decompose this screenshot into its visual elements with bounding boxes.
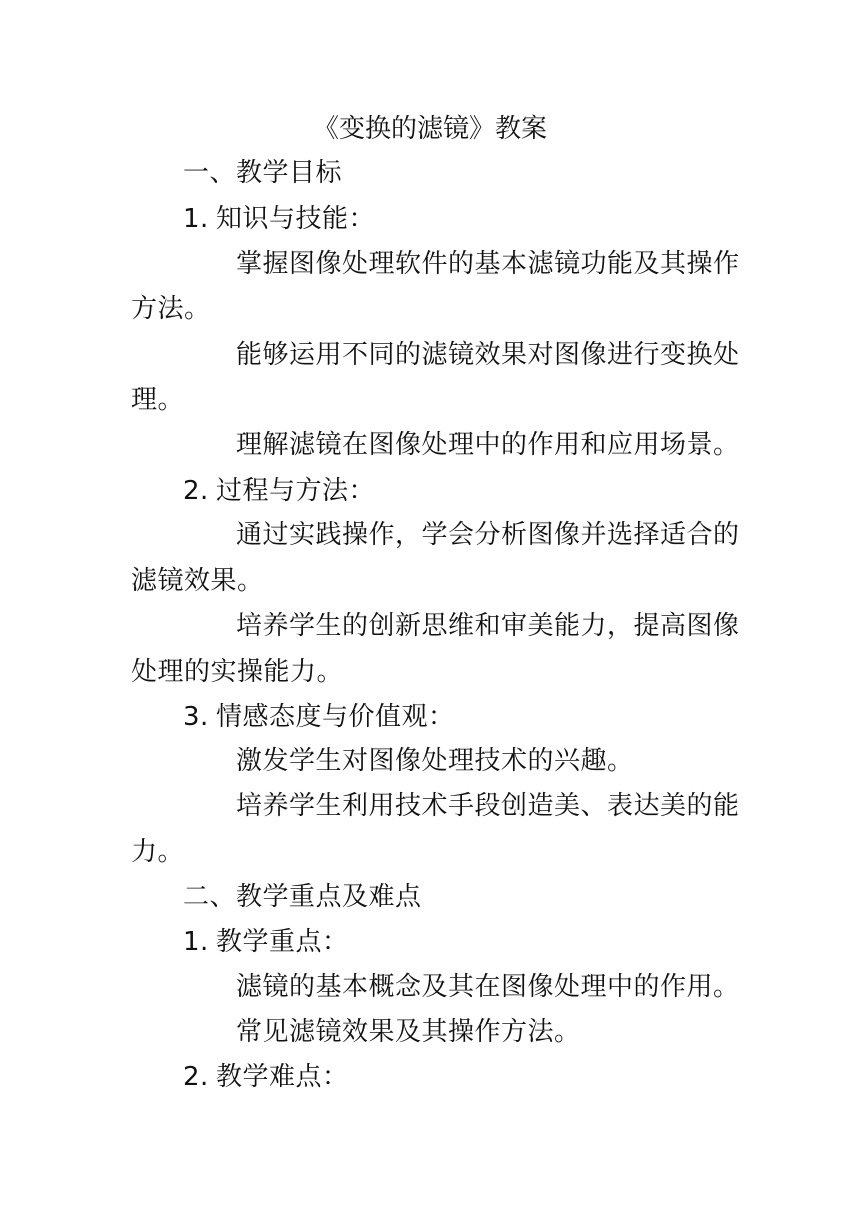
paragraph-line: 培养学生利用技术手段创造美、表达美的能: [236, 791, 740, 821]
paragraph-line: 理。: [131, 385, 185, 415]
paragraph-line: 方法。: [131, 294, 211, 324]
paragraph-line: 理解滤镜在图像处理中的作用和应用场景。: [236, 430, 740, 460]
paragraph-line: 掌握图像处理软件的基本滤镜功能及其操作: [236, 249, 740, 279]
item-process-methods: [183, 474, 375, 508]
item-number: 2.: [183, 476, 209, 506]
paragraph-line: 处理的实操能力。: [131, 657, 344, 687]
item-knowledge-skills: [183, 202, 375, 236]
item-label: 知识与技能：: [216, 204, 376, 234]
section-heading-key-points: 二、教学重点及难点: [183, 882, 422, 912]
item-number: 3.: [183, 702, 209, 732]
paragraph-line: 培养学生的创新思维和审美能力，提高图像: [236, 611, 740, 641]
item-number: 2.: [183, 1062, 209, 1092]
paragraph-line: 滤镜效果。: [131, 566, 264, 596]
paragraph-line: 常见滤镜效果及其操作方法。: [236, 1017, 581, 1047]
item-label: 情感态度与价值观：: [216, 702, 455, 732]
document-title: 《变换的滤镜》教案: [312, 114, 547, 144]
paragraph-line: 激发学生对图像处理技术的兴趣。: [236, 746, 634, 776]
item-attitudes-values: [183, 700, 455, 734]
item-label: 教学重点：: [216, 927, 349, 957]
item-number: 1.: [183, 927, 209, 957]
item-label: 过程与方法：: [216, 476, 376, 506]
paragraph-line: 通过实践操作，学会分析图像并选择适合的: [236, 520, 740, 550]
item-label: 教学难点：: [216, 1062, 349, 1092]
paragraph-line: 能够运用不同的滤镜效果对图像进行变换处: [236, 340, 740, 370]
paragraph-line: 滤镜的基本概念及其在图像处理中的作用。: [236, 972, 740, 1002]
paragraph-line: 力。: [131, 837, 185, 867]
item-number: 1.: [183, 204, 209, 234]
section-heading-objectives: 一、教学目标: [183, 158, 343, 188]
item-key-points: [183, 925, 349, 959]
item-difficulties: [183, 1060, 349, 1094]
